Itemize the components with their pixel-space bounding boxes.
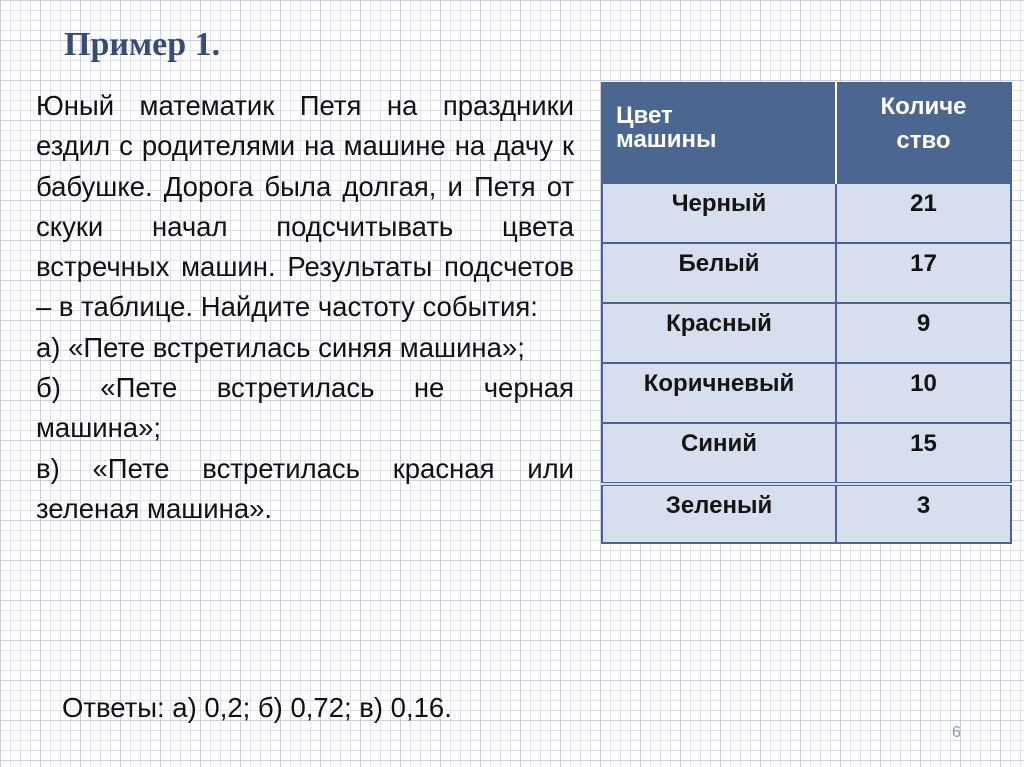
cell-count: 3 xyxy=(836,484,1011,543)
header-count-line1: Количе xyxy=(880,93,967,120)
table-row xyxy=(602,303,1011,363)
car-color-table xyxy=(601,82,1012,544)
table-row xyxy=(602,363,1011,423)
header-color xyxy=(602,83,836,183)
question-a: а) «Пете встретилась синяя машина»; xyxy=(36,331,525,363)
cell-color: Синий xyxy=(602,423,836,484)
problem-statement: Юный математик Петя на праздники ездил с родителями на машине на дачу к бабушке. Дорога была долгая, и Петя от скуки начал подсчитывать цвета встречных машин. Результаты подсчетов – в таблице. Найдите частоту события: xyxy=(36,90,574,323)
cell-color: Белый xyxy=(602,243,836,303)
header-count xyxy=(836,83,1011,183)
cell-color: Красный xyxy=(602,303,836,363)
table-row xyxy=(602,484,1011,543)
cell-color: Коричневый xyxy=(602,363,836,423)
slide-title: Пример 1. xyxy=(64,26,221,63)
header-color-line1: Цвет xyxy=(616,102,673,129)
table-header-row xyxy=(602,83,1011,183)
table-row xyxy=(602,183,1011,243)
answers-text: Ответы: а) 0,2; б) 0,72; в) 0,16. xyxy=(62,692,452,723)
cell-color: Зеленый xyxy=(602,484,836,543)
cell-color: Черный xyxy=(602,183,836,243)
page-number: 6 xyxy=(952,724,961,741)
question-b: б) «Пете встретилась не черная машина»; xyxy=(36,372,574,444)
cell-count: 9 xyxy=(836,303,1011,363)
cell-count: 17 xyxy=(836,243,1011,303)
problem-text xyxy=(36,86,574,529)
cell-count: 15 xyxy=(836,423,1011,484)
cell-count: 21 xyxy=(836,183,1011,243)
question-c: в) «Пете встретилась красная или зеленая машина». xyxy=(36,452,574,524)
cell-count: 10 xyxy=(836,363,1011,423)
table-row xyxy=(602,243,1011,303)
table-row xyxy=(602,423,1011,484)
header-count-line2: ство xyxy=(896,127,951,154)
header-color-line2: машины xyxy=(616,126,717,153)
